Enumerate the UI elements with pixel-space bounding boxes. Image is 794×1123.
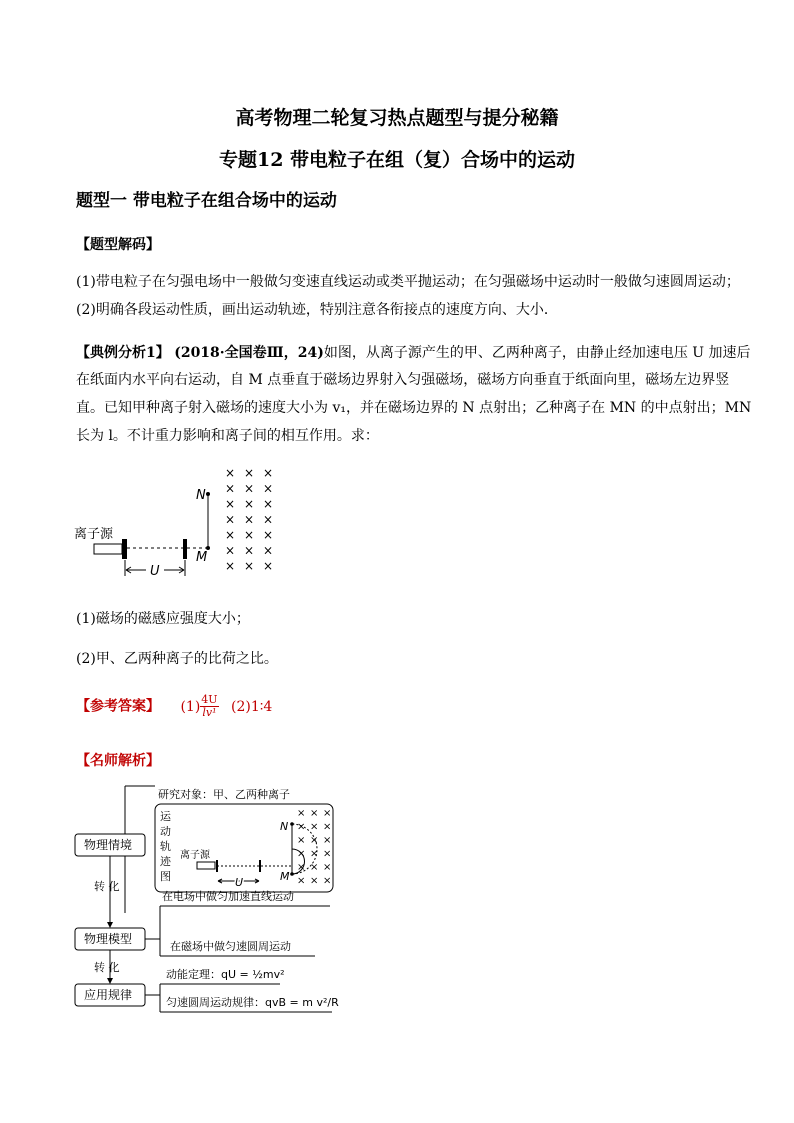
field-cross: ×	[310, 835, 319, 846]
label-m: M	[196, 550, 208, 565]
analysis-label-u: U	[235, 876, 244, 889]
answer-fraction	[200, 694, 218, 719]
field-cross: ×	[263, 466, 274, 480]
example-figure	[70, 460, 300, 585]
section-heading: 题型一 带电粒子在组合场中的运动	[76, 191, 337, 211]
decode-tag: 【题型解码】	[76, 237, 160, 253]
field-cross: ×	[323, 875, 332, 887]
field-cross: ×	[263, 481, 274, 496]
analysis-ion-source-label: 离子源	[180, 850, 210, 861]
arrow-2-head	[107, 978, 113, 984]
field-cross: ×	[323, 848, 332, 860]
field-cross: ×	[244, 497, 255, 511]
document-subtitle: 专题12 带电粒子在组（复）合场中的运动	[218, 149, 576, 171]
document-title: 高考物理二轮复习热点题型与提分秘籍	[235, 107, 559, 129]
field-cross: ×	[323, 835, 332, 846]
field-cross: ×	[225, 481, 236, 496]
decode-line-1: (1)带电粒子在匀强电场中一般做匀变速直线运动或类平抛运动；在匀强磁场中运动时一般做匀速圆周运动；	[76, 274, 740, 290]
analysis-point-m	[290, 872, 294, 876]
field-cross: ×	[323, 808, 332, 819]
example-line-4: 长为 l。不计重力影响和离子间的相互作用。求：	[76, 428, 379, 444]
field-cross: ×	[225, 543, 236, 558]
ion-source-box	[94, 544, 122, 554]
field-cross: ×	[263, 512, 274, 527]
trajectory-label-char: 轨	[160, 840, 171, 853]
trajectory-label-char: 运	[160, 810, 171, 823]
field-cross: ×	[263, 543, 274, 558]
trajectory-label	[160, 810, 172, 883]
model-line-2: 在磁场中做匀速圆周运动	[170, 940, 291, 953]
law-line-2: 匀速圆周运动规律：qvB = m v²/R	[166, 996, 339, 1009]
analysis-label-m: M	[280, 870, 290, 883]
trajectory-label-char: 动	[160, 825, 171, 838]
field-cross: ×	[297, 835, 306, 846]
example-line-3: 直。已知甲种离子射入磁场的速度大小为 v₁，并在磁场边界的 N 点射出；乙种离子在 MN 的中点射出；MN	[76, 400, 752, 416]
field-cross: ×	[297, 862, 306, 873]
field-cross: ×	[244, 559, 255, 573]
analysis-flowchart	[70, 778, 340, 1018]
model-line-1: 在电场中做匀加速直线运动	[162, 890, 294, 903]
field-cross: ×	[244, 543, 255, 558]
example-text-1: 如图，从离子源产生的甲、乙两种离子，由静止经加速电压 U 加速后	[323, 345, 751, 361]
field-cross: ×	[225, 528, 236, 542]
point-n	[206, 492, 210, 496]
example-line-1	[76, 341, 751, 365]
analysis-ion-source-box	[197, 862, 215, 869]
example-line-2: 在纸面内水平向右运动，自 M 点垂直于磁场边界射入匀强磁场，磁场方向垂直于纸面向里，磁场左边界竖	[76, 372, 730, 388]
answer-tag: 【参考答案】	[76, 698, 160, 715]
answer-part-2: (2)1∶4	[231, 698, 273, 715]
analysis-tag: 【名师解析】	[76, 753, 160, 769]
box-physical-situation-label: 物理情境	[84, 838, 133, 852]
research-object-text: 研究对象：甲、乙两种离子	[158, 788, 290, 801]
field-cross: ×	[244, 466, 255, 480]
field-cross: ×	[310, 821, 319, 833]
box-physical-model-label: 物理模型	[84, 932, 133, 946]
label-u: U	[150, 564, 160, 579]
field-cross: ×	[244, 481, 255, 496]
question-1: (1)磁场的磁感应强度大小；	[76, 611, 250, 627]
transform-label-1: 转 化	[94, 880, 120, 893]
field-cross: ×	[323, 862, 332, 873]
law-line-1: 动能定理：qU = ½mv²	[166, 968, 285, 981]
answer-line	[76, 694, 272, 719]
box-applied-law-label: 应用规律	[84, 988, 133, 1002]
field-cross: ×	[225, 497, 236, 511]
analysis-label-n: N	[280, 820, 289, 833]
field-cross: ×	[297, 875, 306, 887]
field-cross: ×	[225, 559, 236, 573]
plate-left	[122, 539, 127, 559]
field-cross: ×	[310, 808, 319, 819]
example-source: (2018·全国卷Ⅲ，24)	[174, 345, 324, 361]
field-cross: ×	[263, 528, 274, 542]
field-cross: ×	[225, 512, 236, 527]
question-2: (2)甲、乙两种离子的比荷之比。	[76, 651, 278, 667]
arrow-1-head	[107, 922, 113, 928]
field-cross: ×	[323, 821, 332, 833]
field-cross: ×	[244, 528, 255, 542]
trajectory-frame	[155, 804, 333, 892]
ion-source-label: 离子源	[74, 527, 114, 542]
answer-part-1-prefix: (1)	[180, 698, 201, 715]
plate-right	[183, 539, 187, 559]
field-cross: ×	[244, 512, 255, 527]
label-n: N	[196, 488, 206, 503]
field-cross: ×	[297, 808, 306, 819]
field-cross: ×	[310, 875, 319, 887]
answer-fraction-denominator: lv¹	[202, 706, 217, 719]
field-cross: ×	[310, 862, 319, 873]
trajectory-label-char: 图	[160, 870, 171, 883]
field-cross: ×	[263, 497, 274, 511]
transform-label-2: 转 化	[94, 961, 120, 974]
field-cross: ×	[297, 848, 306, 860]
example-tag: 【典例分析1】	[76, 345, 170, 361]
magnetic-field-crosses	[225, 466, 273, 573]
field-cross: ×	[225, 466, 236, 480]
decode-line-2: (2)明确各段运动性质，画出运动轨迹，特别注意各衔接点的速度方向、大小．	[76, 302, 558, 318]
field-cross: ×	[263, 559, 274, 573]
analysis-point-n	[290, 822, 294, 826]
answer-fraction-numerator: 4U	[201, 693, 218, 706]
trajectory-label-char: 迹	[160, 855, 171, 868]
field-cross: ×	[297, 821, 306, 833]
field-cross: ×	[310, 848, 319, 860]
